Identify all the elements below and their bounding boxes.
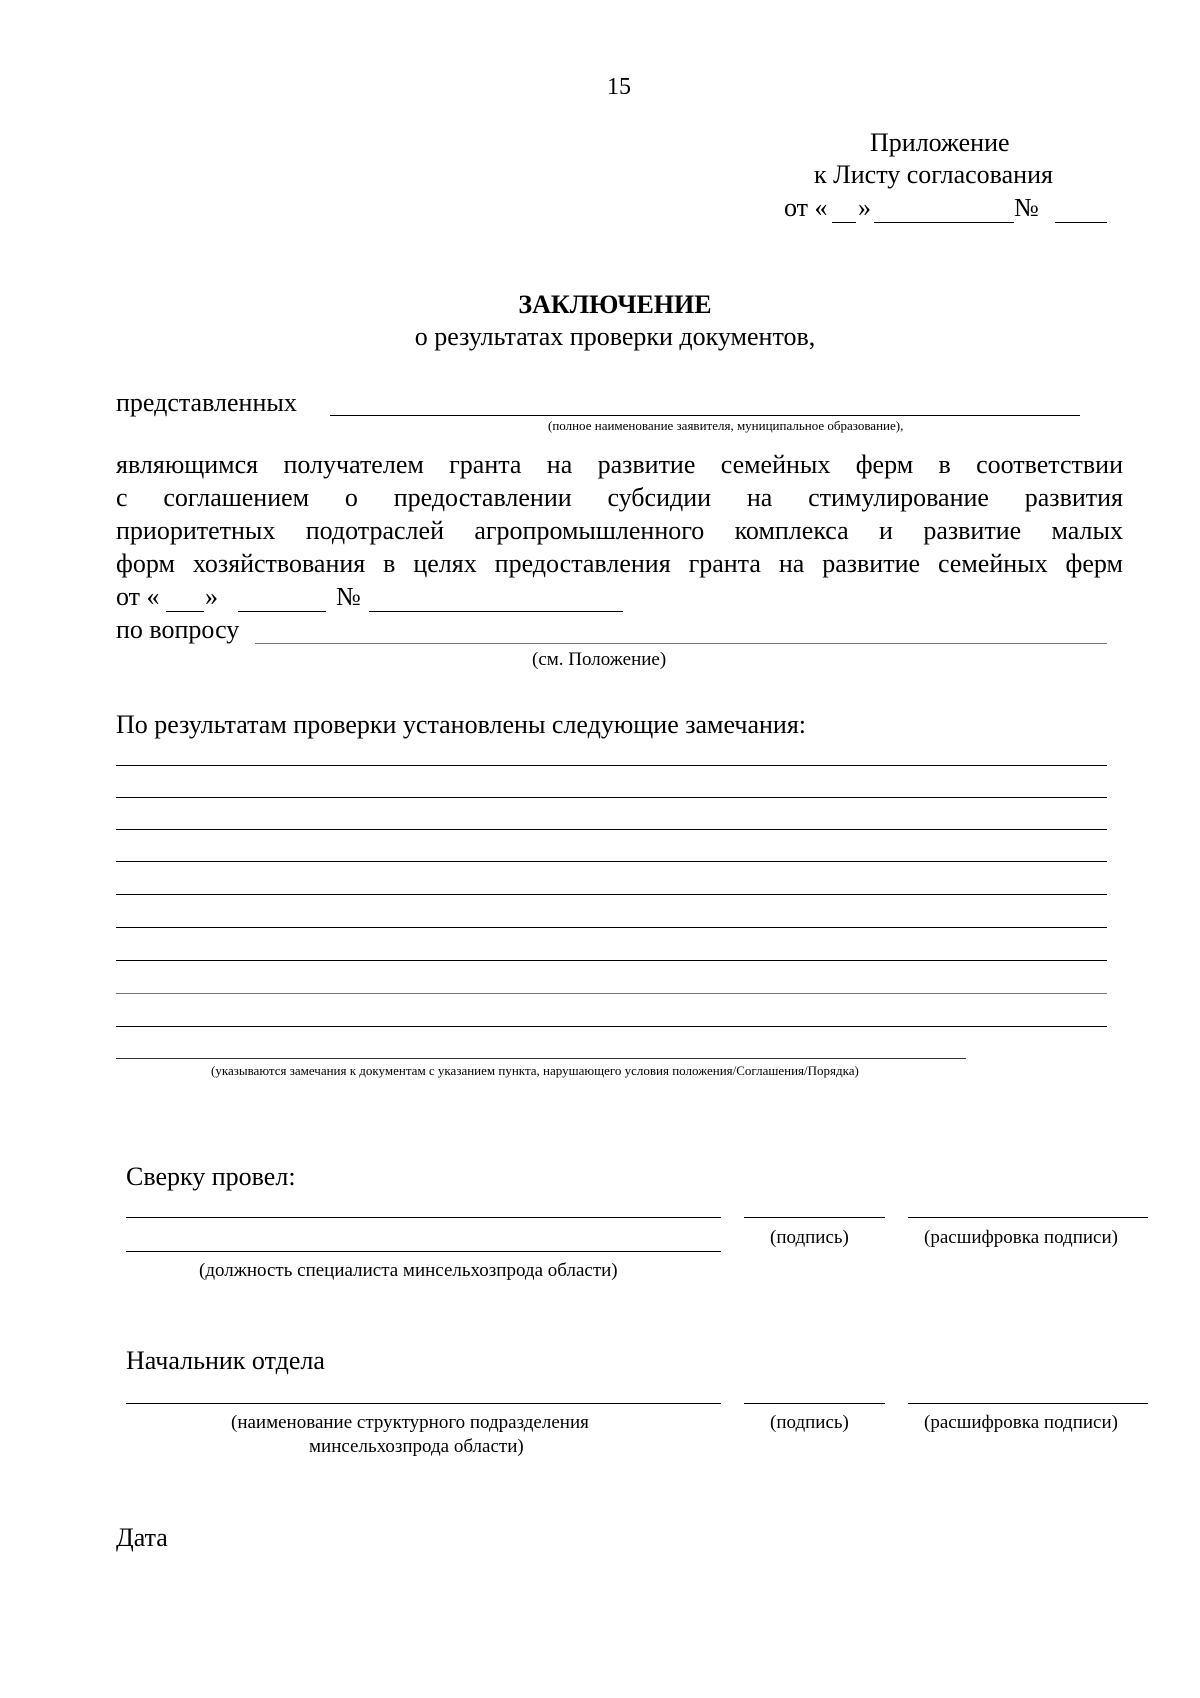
appendix-reference: к Листу согласования bbox=[814, 160, 1053, 189]
head-unit-hint: (наименование структурного подразделения bbox=[231, 1412, 589, 1433]
remarks-line[interactable] bbox=[116, 797, 1107, 798]
remarks-hint: (указываются замечания к документам с указанием пункта, нарушающего условия положения/Соглашения/Порядка) bbox=[211, 1063, 859, 1078]
check-signature-blank[interactable] bbox=[744, 1217, 885, 1218]
presented-label: представленных bbox=[116, 388, 297, 417]
appendix-title: Приложение bbox=[870, 128, 1010, 157]
body-line: являющимся получателем гранта на развитие семейных ферм в соответствии bbox=[116, 450, 1123, 479]
check-position-hint: (должность специалиста минсельхозпрода области) bbox=[199, 1260, 618, 1281]
remarks-heading: По результатам проверки установлены следующие замечания: bbox=[116, 710, 807, 739]
head-decoding-blank[interactable] bbox=[908, 1403, 1148, 1404]
remarks-line[interactable] bbox=[116, 1026, 1107, 1027]
appendix-day-blank[interactable] bbox=[832, 222, 856, 223]
question-hint: (см. Положение) bbox=[532, 649, 667, 670]
appendix-date-prefix: от « bbox=[784, 193, 828, 222]
body-line: приоритетных подотраслей агропромышленного комплекса и развитие малых bbox=[116, 516, 1123, 545]
agreement-date-mid: » bbox=[205, 582, 218, 611]
remarks-line[interactable] bbox=[116, 861, 1107, 862]
check-position-blank-2[interactable] bbox=[126, 1251, 721, 1252]
remarks-line[interactable] bbox=[116, 765, 1107, 766]
document-subtitle: о результатах проверки документов, bbox=[414, 322, 816, 351]
appendix-date-mid: » bbox=[858, 193, 871, 222]
body-line: с соглашением о предоставлении субсидии на стимулирование развития bbox=[116, 483, 1123, 512]
check-position-blank[interactable] bbox=[126, 1217, 721, 1218]
check-decoding-blank[interactable] bbox=[908, 1217, 1148, 1218]
remarks-line[interactable] bbox=[116, 927, 1107, 928]
check-label: Сверку провел: bbox=[126, 1162, 296, 1191]
question-blank[interactable] bbox=[255, 643, 1107, 644]
agreement-number-sign: № bbox=[336, 582, 361, 611]
head-signature-blank[interactable] bbox=[744, 1403, 885, 1404]
question-label: по вопросу bbox=[116, 615, 240, 644]
body-line: форм хозяйствования в целях предоставления гранта на развитие семейных ферм bbox=[116, 549, 1123, 578]
remarks-line[interactable] bbox=[116, 993, 1107, 994]
appendix-number-blank[interactable] bbox=[1055, 222, 1107, 223]
date-label: Дата bbox=[116, 1523, 168, 1552]
agreement-date-prefix: от « bbox=[116, 582, 160, 611]
head-unit-hint-2: минсельхозпрода области) bbox=[309, 1436, 524, 1457]
head-unit-blank[interactable] bbox=[126, 1403, 721, 1404]
remarks-line[interactable] bbox=[116, 960, 1107, 961]
remarks-line[interactable] bbox=[116, 1058, 966, 1059]
page-number: 15 bbox=[607, 74, 631, 100]
remarks-line[interactable] bbox=[116, 829, 1107, 830]
agreement-number-blank[interactable] bbox=[369, 611, 623, 612]
applicant-name-hint: (полное наименование заявителя, муниципальное образование), bbox=[548, 418, 904, 433]
agreement-day-blank[interactable] bbox=[166, 611, 204, 612]
head-signature-hint: (подпись) bbox=[770, 1412, 849, 1433]
head-decoding-hint: (расшифровка подписи) bbox=[924, 1412, 1118, 1433]
document-title: ЗАКЛЮЧЕНИЕ bbox=[518, 290, 712, 319]
remarks-line[interactable] bbox=[116, 894, 1107, 895]
check-decoding-hint: (расшифровка подписи) bbox=[924, 1227, 1118, 1248]
head-label: Начальник отдела bbox=[126, 1346, 325, 1375]
check-signature-hint: (подпись) bbox=[770, 1227, 849, 1248]
agreement-month-blank[interactable] bbox=[238, 611, 326, 612]
appendix-month-blank[interactable] bbox=[874, 222, 1014, 223]
appendix-number-sign: № bbox=[1014, 193, 1039, 222]
applicant-name-blank[interactable] bbox=[330, 415, 1080, 416]
